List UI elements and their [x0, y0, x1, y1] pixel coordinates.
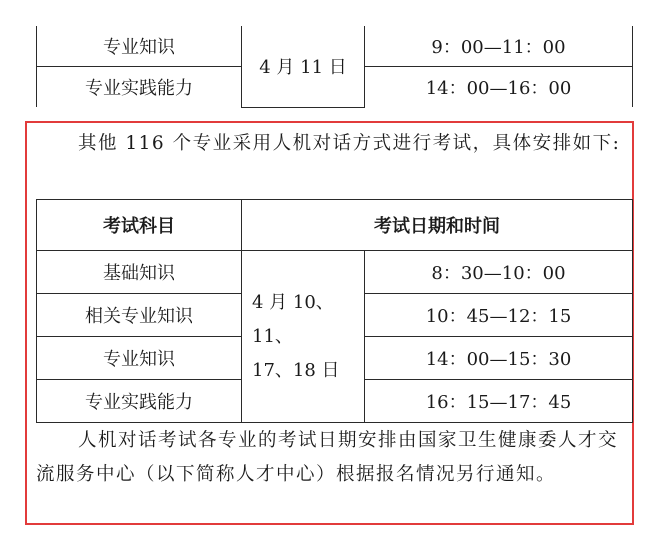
- date-line-2: 17、18 日: [252, 359, 340, 381]
- date-cell: [242, 251, 365, 423]
- subject-cell: 相关专业知识: [37, 294, 242, 337]
- top-schedule-table: [36, 26, 633, 108]
- time-cell: 14：00—15：30: [365, 337, 633, 380]
- time-cell: 16：15—17：45: [365, 380, 633, 423]
- date-cell: 4 月 11 日: [242, 26, 365, 107]
- time-cell: 14：00—16：00: [365, 67, 633, 108]
- header-subject: 考试科目: [37, 200, 242, 251]
- intro-text: 其他 116 个专业采用人机对话方式进行考试，具体安排如下:: [78, 133, 621, 154]
- closing-paragraph: [36, 424, 628, 492]
- subject-cell: 专业知识: [37, 337, 242, 380]
- date-line-1: 4 月 10、11、: [252, 291, 334, 347]
- closing-text: 人机对话考试各专业的考试日期安排由国家卫生健康委人才交流服务中心（以下简称人才中心）根据报名情况另行通知。: [36, 430, 619, 485]
- exam-schedule-table: [36, 199, 633, 423]
- subject-cell: 专业知识: [37, 26, 242, 67]
- header-datetime: 考试日期和时间: [242, 200, 633, 251]
- table-header-row: [37, 200, 633, 251]
- subject-cell: 专业实践能力: [37, 67, 242, 108]
- table-row: [37, 26, 633, 67]
- time-cell: 8：30—10：00: [365, 251, 633, 294]
- table-row: [37, 251, 633, 294]
- intro-paragraph: [36, 127, 628, 161]
- subject-cell: 基础知识: [37, 251, 242, 294]
- subject-cell: 专业实践能力: [37, 380, 242, 423]
- time-cell: 9：00—11：00: [365, 26, 633, 67]
- time-cell: 10：45—12：15: [365, 294, 633, 337]
